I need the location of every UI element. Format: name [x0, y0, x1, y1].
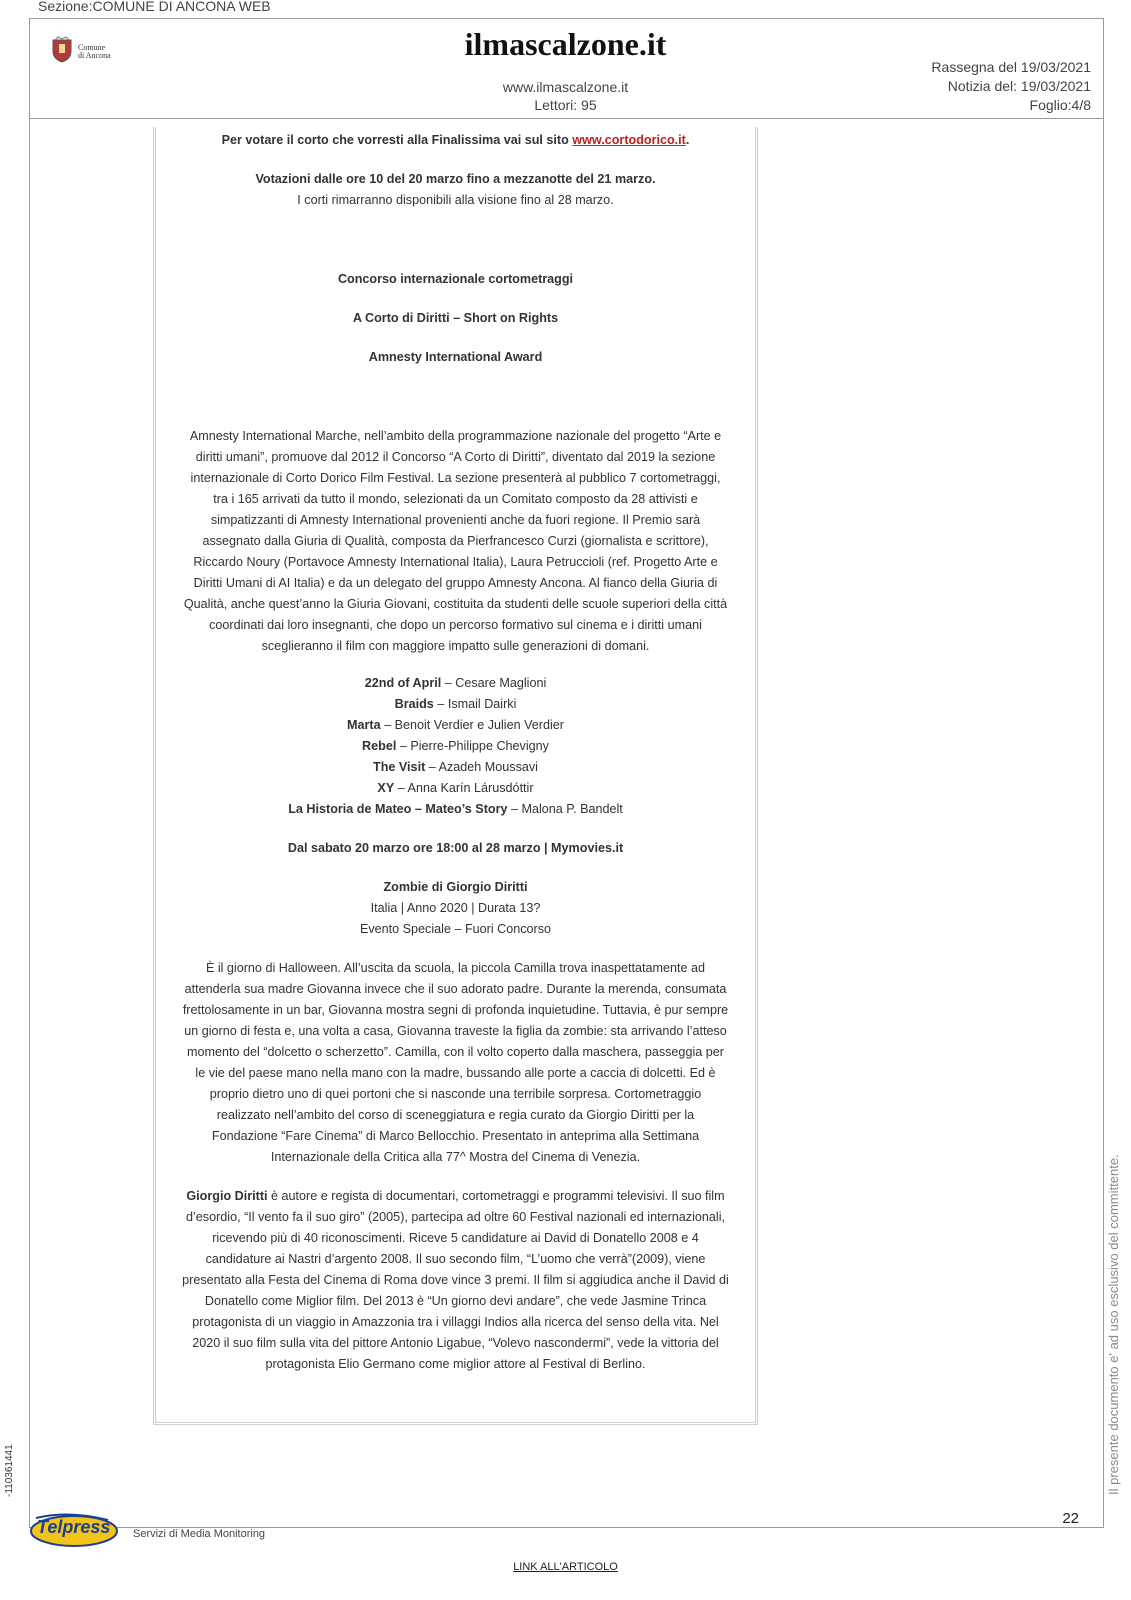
paragraph-line: attenderla sua madre Giovanna invece che il suo adorato padre. Durante la merenda, consumata	[184, 982, 727, 996]
paragraph-line: Diritti Umani di AI Italia) e da un delegato del gruppo Amnesty Ancona. Al fianco della Giuria di	[193, 576, 718, 590]
film-title: 22nd of April	[364, 676, 442, 690]
publication-meta	[931, 58, 1091, 115]
paragraph-line: coordinati dai loro insegnanti, che dopo un percorso formativo sul cinema e i diritti umani	[209, 618, 702, 632]
rassegna-date: Rassegna del 19/03/2021	[931, 59, 1091, 75]
paragraph-line: diritti umani”, promuove dal 2012 il Concorso “A Corto di Diritti”, diventato dal 2019 la sezione	[195, 450, 716, 464]
masthead-title: ilmascalzone.it	[464, 26, 667, 62]
amnesty-paragraph	[163, 426, 748, 657]
film-title: Braids	[394, 697, 434, 711]
film-author: – Pierre-Philippe Chevigny	[396, 739, 549, 753]
document-id: -110361441	[4, 1444, 15, 1497]
page-number: 22	[1062, 1510, 1079, 1527]
film-author: – Malona P. Bandelt	[507, 802, 623, 816]
article-link[interactable]: LINK ALL'ARTICOLO	[513, 1561, 618, 1573]
vote-availability: I corti rimarranno disponibili alla visione fino al 28 marzo.	[297, 193, 614, 207]
vote-line	[163, 130, 748, 151]
film-list	[163, 673, 748, 820]
header-divider	[29, 118, 1104, 119]
paragraph-line: simpatizzanti di Amnesty International provenienti anche da fuori regione. Il Premio sarà	[210, 513, 701, 527]
article-body	[163, 130, 748, 1375]
footer-tagline: Servizi di Media Monitoring	[133, 1528, 266, 1540]
paragraph-line: È il giorno di Halloween. All’uscita da scuola, la piccola Camilla trova inaspettatamente ad	[205, 961, 706, 975]
paragraph-line: assegnato dalla Giuria di Qualità, composta da Pierfrancesco Curzi (giornalista e scrittore),	[202, 534, 709, 548]
paragraph-line: sceglieranno il film con maggiore impatto sulle generazioni di domani.	[261, 639, 650, 653]
site-url: www.ilmascalzone.it	[502, 79, 629, 95]
paragraph-line	[163, 1186, 748, 1207]
bio-first-line: è autore e regista di documentari, cortometraggi e programmi televisivi. Il suo film	[267, 1189, 725, 1203]
section-label: Sezione:COMUNE DI ANCONA WEB	[38, 0, 271, 14]
cortodorico-link[interactable]: www.cortodorico.it	[572, 133, 686, 147]
vote-prefix: Per votare il corto che vorresti alla Finalissima vai sul sito	[221, 133, 573, 147]
paragraph-line: frettolosamente in un bar, Giovanna mostra segni di profonda inquietudine. Tuttavia, è pur sempre	[182, 1003, 729, 1017]
bio-name: Giorgio Diritti	[186, 1189, 268, 1203]
paragraph-line: le vie del paese mano nella mano con la madre, bussando alle porte a caccia di dolcetti. Ed è	[195, 1066, 716, 1080]
paragraph-line: Donatello come Miglior film. Del 2013 è “Un giorno devi andare”, che vede Jasmine Trinca	[204, 1294, 707, 1308]
contest-award: Amnesty International Award	[368, 350, 543, 364]
paragraph-line: 2020 il suo film sulla vita del pittore Antonio Ligabue, “Volevo nascondermi”, vede la vittoria del	[192, 1336, 719, 1350]
paragraph-line: Riccardo Noury (Portavoce Amnesty International Italia), Laura Petruccioli (ref. Progetto Arte e	[193, 555, 718, 569]
special-title: Zombie di Giorgio Diritti	[383, 880, 528, 894]
paragraph-line: internazionale di Corto Dorico Film Festival. La sezione presenterà al pubblico 7 cortometraggi,	[190, 471, 721, 485]
film-item	[163, 715, 748, 736]
comune-logo-line1: Comune	[78, 43, 106, 52]
special-category: Evento Speciale – Fuori Concorso	[359, 922, 552, 936]
film-author: – Ismail Dairki	[433, 697, 517, 711]
zombie-paragraph	[163, 958, 748, 1168]
paragraph-line: un giorno di festa e, una volta a casa, Giovanna traveste la figlia da zombie: sta arrivando l’atteso	[184, 1024, 727, 1038]
screening-dates: Dal sabato 20 marzo ore 18:00 al 28 marzo | Mymovies.it	[287, 841, 624, 855]
paragraph-line: Fondazione “Fare Cinema” di Marco Bellocchio. Presentato in anteprima alla Settimana	[211, 1129, 700, 1143]
contest-title: Concorso internazionale cortometraggi	[337, 272, 574, 286]
film-author: – Anna Karín Lárusdóttir	[394, 781, 534, 795]
telpress-logo-text: Telpress	[37, 1517, 111, 1537]
paragraph-line: Amnesty International Marche, nell’ambito della programmazione nazionale del progetto “Arte e	[189, 429, 722, 443]
paragraph-line: ricevendo più di 40 riconoscimenti. Riceve 5 candidature ai David di Donatello 2008 e 4	[212, 1231, 699, 1245]
film-author: – Azadeh Moussavi	[425, 760, 538, 774]
film-author: – Benoit Verdier e Julien Verdier	[380, 718, 564, 732]
film-author: – Cesare Maglioni	[441, 676, 547, 690]
paragraph-line: tra i 165 arrivati da tutto il mondo, selezionati da un Comitato composto da 28 attivisti e	[213, 492, 698, 506]
paragraph-line: realizzato nell’ambito del corso di sceneggiatura e regia curato da Giorgio Diritti per la	[216, 1108, 695, 1122]
paragraph-line: proprio dietro uno di quei portoni che si nasconde una terribile sorpresa. Cortometraggio	[209, 1087, 702, 1101]
foglio-page: Foglio:4/8	[1029, 97, 1091, 113]
film-item	[163, 694, 748, 715]
film-item	[163, 757, 748, 778]
film-title: The Visit	[373, 760, 426, 774]
paragraph-line: protagonista di un viaggio in Amazzonia tra i villaggi Indios alla ricerca del senso della vita. Nel	[192, 1315, 719, 1329]
usage-notice: Il presente documento e' ad uso esclusivo del committente.	[1106, 1154, 1121, 1495]
special-info: Italia | Anno 2020 | Durata 13?	[370, 901, 541, 915]
paragraph-line: Qualità, anche quest’anno la Giuria Giovani, costituita da studenti delle scuole superiori della città	[183, 597, 728, 611]
film-title: XY	[377, 781, 395, 795]
comune-logo-line2: di Ancona	[78, 51, 111, 60]
paragraph-line: protagonista Elio Germano come miglior attore al Festival di Berlino.	[265, 1357, 646, 1371]
bio-paragraph	[163, 1186, 748, 1375]
film-title: Rebel	[362, 739, 397, 753]
paragraph-line: Internazionale della Critica alla 77^ Mostra del Cinema di Venezia.	[270, 1150, 641, 1164]
film-item	[163, 673, 748, 694]
film-item	[163, 736, 748, 757]
paragraph-line: momento del “dolcetto o scherzetto”. Camilla, con il volto coperto dalla maschera, passeggia per	[187, 1045, 724, 1059]
film-item	[163, 778, 748, 799]
film-title: Marta	[346, 718, 381, 732]
film-item	[163, 799, 748, 820]
vote-suffix: .	[685, 133, 690, 147]
paragraph-line: d’esordio, “Il vento fa il suo giro” (2005), partecipa ad oltre 60 Festival nazionali ed internazionali,	[185, 1210, 726, 1224]
paragraph-line: presentato alla Festa del Cinema di Roma dove vince 3 premi. Il film si aggiudica anche il David di	[182, 1273, 729, 1287]
film-title: La Historia de Mateo – Mateo’s Story	[288, 802, 508, 816]
readers-count: Lettori: 95	[534, 97, 597, 113]
contest-subtitle: A Corto di Diritti – Short on Rights	[352, 311, 559, 325]
vote-dates: Votazioni dalle ore 10 del 20 marzo fino a mezzanotte del 21 marzo.	[255, 172, 656, 186]
paragraph-line: candidature ai Nastri d’argento 2008. Il suo secondo film, “L’uomo che verrà”(2009), viene	[205, 1252, 706, 1266]
notizia-date: Notizia del: 19/03/2021	[947, 78, 1091, 94]
